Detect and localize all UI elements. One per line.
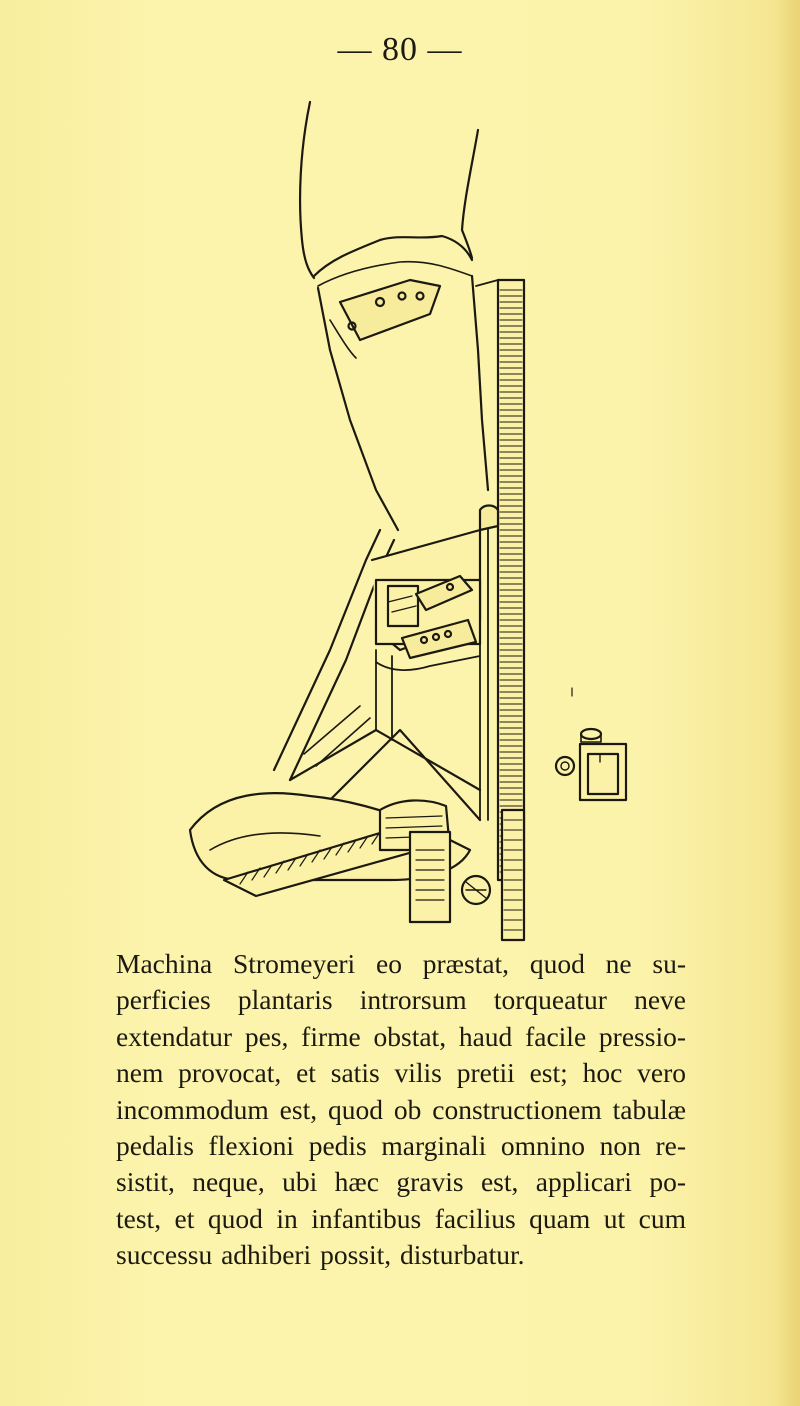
bandage-top [314, 236, 472, 276]
page-number: — 80 — [337, 31, 463, 68]
text-line: incommodum est, quod ob constructionem tabulæ [116, 1093, 686, 1125]
text-line: test, et quod in infantibus facilius quam ut cum [116, 1202, 686, 1234]
cross-member-1 [290, 730, 480, 790]
text-line: extendatur pes, firme obstat, haud facile pressio- [116, 1020, 686, 1052]
calf-strap [340, 280, 440, 340]
text-line: successu adhiberi possit, disturbatur. [116, 1239, 525, 1271]
ankle-screw [480, 506, 498, 531]
detail-box-inner [588, 754, 618, 794]
page-edge-shadow [778, 0, 800, 1406]
text-line: pedalis flexioni pedis marginali omnino non re- [116, 1130, 686, 1162]
stromeyer-machine-illustration [180, 90, 660, 950]
caption-paragraph [116, 946, 686, 1274]
heel-bracket [410, 832, 450, 922]
vertical-splint-board [498, 280, 524, 880]
text-line: perficies plantaris introrsum torqueatur neve [116, 984, 686, 1016]
text-line: Machina Stromeyeri eo præstat, quod ne su- [116, 948, 686, 979]
text-line: nem provocat, et satis vilis pretii est; hoc vero [116, 1057, 686, 1089]
text-line: sistit, neque, ubi hæc gravis est, applicari po- [116, 1166, 686, 1198]
leg-right-contour [462, 130, 478, 258]
detail-knob [556, 757, 574, 775]
leg-left-contour [300, 102, 314, 278]
detail-screw-head [581, 729, 601, 739]
